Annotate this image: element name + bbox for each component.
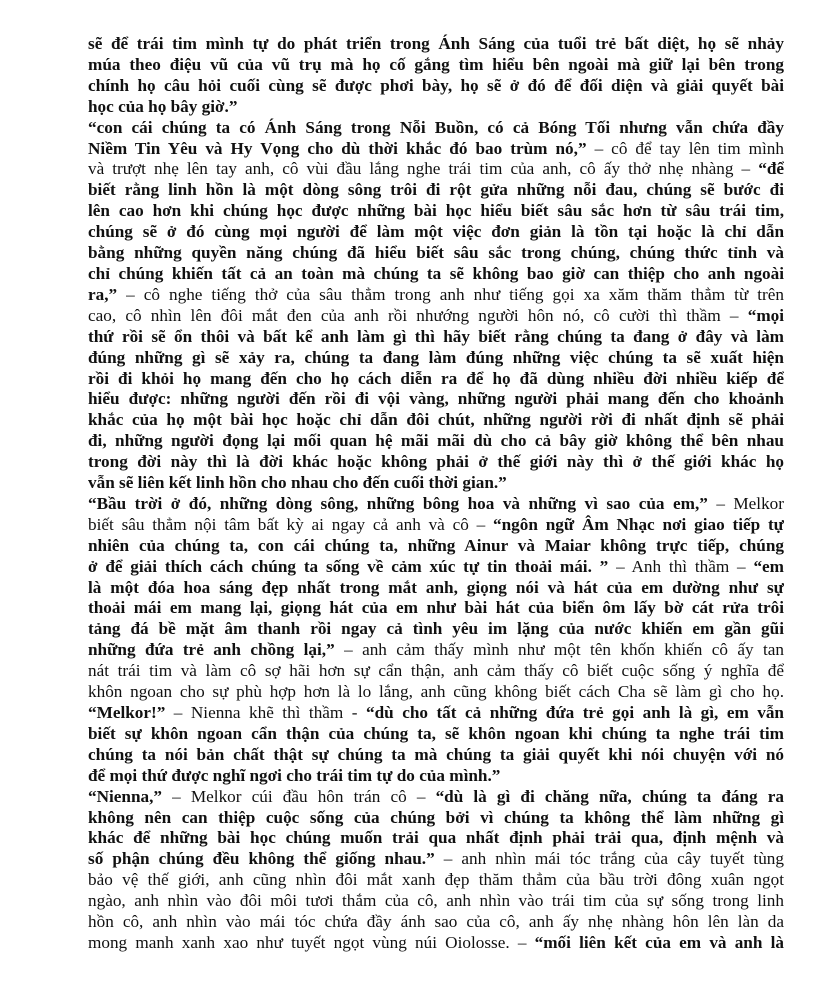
bold-text-segment: “mọi <box>747 305 784 325</box>
bold-text-segment: “em <box>753 556 784 576</box>
bold-text-segment: lên cao hơn khi chúng học được những bài học hiểu biết sâu sắc hơn từ sâu trái tim, <box>88 201 784 221</box>
text-line <box>88 933 784 954</box>
text-line <box>88 410 784 431</box>
text-line <box>88 912 784 933</box>
bold-text-segment: “con cái chúng ta có Ánh Sáng trong Nỗi Buồn, có cả Bóng Tối nhưng vẫn chứa đầy <box>88 117 784 137</box>
regular-text-segment: biết sâu thẳm nội tâm bất kỳ ai ngay cả anh và cô – <box>88 514 494 534</box>
regular-text-segment: – Nienna khẽ thì thầm - <box>165 703 366 722</box>
bold-text-segment: “dù cho tất cả những đứa trẻ gọi anh là gì, em vẫn <box>366 703 784 722</box>
bold-text-segment: “Nienna,” <box>88 786 163 806</box>
bold-text-segment: để mọi thứ được nghĩ ngơi cho trái tim tự do của mình.” <box>88 765 501 785</box>
bold-text-segment: sẽ để trái tim mình tự do phát triển trong Ánh Sáng của tuổi trẻ bất diệt, họ sẽ nhảy <box>88 34 784 53</box>
text-line <box>88 55 784 76</box>
bold-text-segment: những đứa trẻ anh chồng lại,” <box>88 640 335 660</box>
text-line <box>88 619 784 640</box>
regular-text-segment: nát trái tim và làm cô sợ hãi hơn sự cẩn thận, anh cảm thấy cô biết cuộc sống ý nghĩa để <box>88 661 784 681</box>
text-line <box>88 536 784 557</box>
bold-text-segment: “Melkor!” <box>88 703 166 722</box>
text-line <box>88 745 784 766</box>
bold-text-segment: vẫn sẽ liên kết linh hồn cho nhau cho đến cuối thời gian.” <box>88 473 507 493</box>
text-line <box>88 389 784 410</box>
bold-text-segment: thứ rồi sẽ ổn thôi và bất kể anh làm gì thì hãy biết rằng chúng ta đang ở đây và làm <box>88 326 784 346</box>
bold-text-segment: là một đóa hoa sáng đẹp nhất trong mắt anh, giọng nói và hát của em dường như sự <box>88 577 784 597</box>
regular-text-segment: khôn ngoan cho sự phù hợp hơn là lo lắng, anh cũng không biết cách Cha sẽ làm gì cho họ. <box>88 682 784 702</box>
text-line <box>88 870 784 891</box>
text-line <box>88 452 784 473</box>
regular-text-segment: hồn cô, anh nhìn vào mái tóc chứa đầy ánh sao của cô, anh ấy nhẹ nhàng hôn lên làn da <box>88 912 784 932</box>
bold-text-segment: bằng những quyền năng chúng đã hiểu biết sâu sắc trong chúng, chúng thức tỉnh và <box>88 243 784 263</box>
text-line <box>88 598 784 619</box>
bold-text-segment: “để <box>758 159 784 179</box>
text-line <box>88 891 784 912</box>
text-line <box>88 243 784 264</box>
text-line <box>88 34 784 55</box>
bold-text-segment: khắc của họ một bài học hoặc chỉ dẫn đôi chút, những người rời đi nhất định sẽ phải <box>88 410 784 430</box>
text-line <box>88 264 784 285</box>
regular-text-segment: – anh cảm thấy mình như một tên khốn khiến cô ấy tan <box>334 640 784 660</box>
text-line <box>88 222 784 243</box>
text-line <box>88 661 784 682</box>
bold-text-segment: số phận chúng đều không thể giống nhau.” <box>88 849 435 869</box>
text-line <box>88 703 784 724</box>
bold-text-segment: khác để những bài học chúng muốn trải qua nhất định phải trải qua, định mệnh và <box>88 828 784 848</box>
bold-text-segment: học của họ bây giờ.” <box>88 96 238 116</box>
bold-text-segment: Niềm Tin Yêu và Hy Vọng cho dù thời khắc đó bao trùm nó,” <box>88 138 587 158</box>
text-line <box>88 369 784 390</box>
bold-text-segment: chúng ta nói bản chất thật sự chúng ta mà chúng ta giải quyết khi nói chuyện với nó <box>88 744 784 764</box>
text-line <box>88 285 784 306</box>
text-line <box>88 76 784 97</box>
regular-text-segment: và trượt nhẹ lên tay anh, cô vùi đầu lắng nghe trái tim của anh, cô ấy thở nhẹ nhàng – <box>88 159 759 179</box>
bold-text-segment: “Bầu trời ở đó, những dòng sông, những bông hoa và những vì sao của em,” <box>88 493 708 513</box>
bold-text-segment: đúng những gì sẽ xảy ra, chúng ta đang làm đúng những việc chúng ta sẽ xuất hiện <box>88 347 784 367</box>
text-line <box>88 808 784 829</box>
bold-text-segment: ở để giải thích cách chúng ta sống về cảm xúc tự tin thoải mái. ” <box>88 556 609 576</box>
text-line <box>88 180 784 201</box>
text-line <box>88 828 784 849</box>
bold-text-segment: thoải mái em mang lại, giọng hát của em như bài hát của biển ôm lấy bờ cát rửa trôi <box>88 598 784 618</box>
regular-text-segment: – cô để tay lên tim mình <box>586 138 784 158</box>
text-line <box>88 515 784 536</box>
bold-text-segment: ra,” <box>88 284 118 304</box>
regular-text-segment: mong manh xanh xao như tuyết ngọt vùng núi Oiolosse. – <box>88 932 535 952</box>
text-line <box>88 327 784 348</box>
regular-text-segment: – Anh thì thầm – <box>608 556 754 576</box>
text-line <box>88 849 784 870</box>
bold-text-segment: trong đời này thì là đời khác hoặc không phải ở thế giới này thì ở thế giới khác họ <box>88 452 784 472</box>
text-line <box>88 682 784 703</box>
regular-text-segment: bảo vệ thế giới, anh cũng nhìn đôi mắt xanh đẹp thăm thẳm của bầu trời đông xuân ngọt <box>88 870 784 890</box>
regular-text-segment: – Melkor cúi đầu hôn trán cô – <box>162 786 436 806</box>
bold-text-segment: tảng đá bề mặt âm thanh rồi ngay cả tình yêu im lặng của nước khiến em gần gũi <box>88 619 784 639</box>
regular-text-segment: – Melkor <box>707 493 784 513</box>
bold-text-segment: “dù là gì đi chăng nữa, chúng ta đáng ra <box>435 786 784 806</box>
bold-text-segment: chúng sẽ ở đó cùng mọi người để làm một việc đơn giản là tồn tại hoặc là chỉ dẫn <box>88 222 784 242</box>
text-line <box>88 724 784 745</box>
text-line <box>88 97 784 118</box>
text-line <box>88 557 784 578</box>
bold-text-segment: hiểu được: những người đến rồi đi vội vàng, những người phải mang đến cho khoảnh <box>88 389 784 409</box>
text-line <box>88 139 784 160</box>
bold-text-segment: rồi đi khỏi họ mang đến cho họ cách diễn ra để họ đã dùng nhiều đời nhiều kiếp để <box>88 368 784 388</box>
text-line <box>88 473 784 494</box>
text-line <box>88 201 784 222</box>
bold-text-segment: chỉ chúng khiến tất cả an toàn mà chúng ta sẽ không bao giờ can thiệp cho anh ngoài <box>88 263 784 283</box>
text-line <box>88 766 784 787</box>
text-line <box>88 494 784 515</box>
bold-text-segment: chính họ câu hỏi cuối cùng sẽ được phơi bày, họ sẽ ở đó để đối diện và giải quyết bài <box>88 75 784 95</box>
text-line <box>88 787 784 808</box>
bold-text-segment: múa theo điệu vũ của vũ trụ mà họ cố gắng tìm hiểu bên ngoài mà giữ lại bên trong <box>88 54 784 74</box>
text-line <box>88 640 784 661</box>
regular-text-segment: cao, cô nhìn lên đôi mắt đen của anh rồi nhướng người hôn nó, cô cười thì thầm – <box>88 305 748 325</box>
bold-text-segment: không nên can thiệp cuộc sống của chúng bởi vì chúng ta không thể làm những gì <box>88 807 784 827</box>
bold-text-segment: “mối liên kết của em và anh là <box>534 932 784 952</box>
text-line <box>88 431 784 452</box>
text-line <box>88 159 784 180</box>
text-line <box>88 348 784 369</box>
bold-text-segment: nhiên của chúng ta, con cái chúng ta, những Ainur và Maiar không trực tiếp, chúng <box>88 535 784 555</box>
regular-text-segment: – anh nhìn mái tóc trắng của cây tuyết tùng <box>434 849 784 869</box>
bold-text-segment: biết rằng linh hồn là một dòng sông trôi đi rột gửa những nỗi đau, chúng sẽ bước đi <box>88 180 784 200</box>
bold-text-segment: “ngôn ngữ Âm Nhạc nơi giao tiếp tự <box>493 514 784 534</box>
text-line <box>88 578 784 599</box>
body-text <box>88 34 784 954</box>
bold-text-segment: biết sự khôn ngoan cẩn thận của chúng ta, sẽ khôn ngoan khi chúng ta nghe trái tim <box>88 723 784 743</box>
bold-text-segment: đi, những người đọng lại mối quan hệ mãi mãi dù cho cả bây giờ không thể bên nhau <box>88 431 784 451</box>
regular-text-segment: ngào, anh nhìn vào đôi môi tươi thắm của cô, anh nhìn vào trái tim của sự sống trong linh <box>88 891 784 911</box>
regular-text-segment: – cô nghe tiếng thở của sâu thẳm trong anh như tiếng gọi xa xăm thăm thẳm từ trên <box>117 284 784 304</box>
text-line <box>88 306 784 327</box>
text-line <box>88 118 784 139</box>
